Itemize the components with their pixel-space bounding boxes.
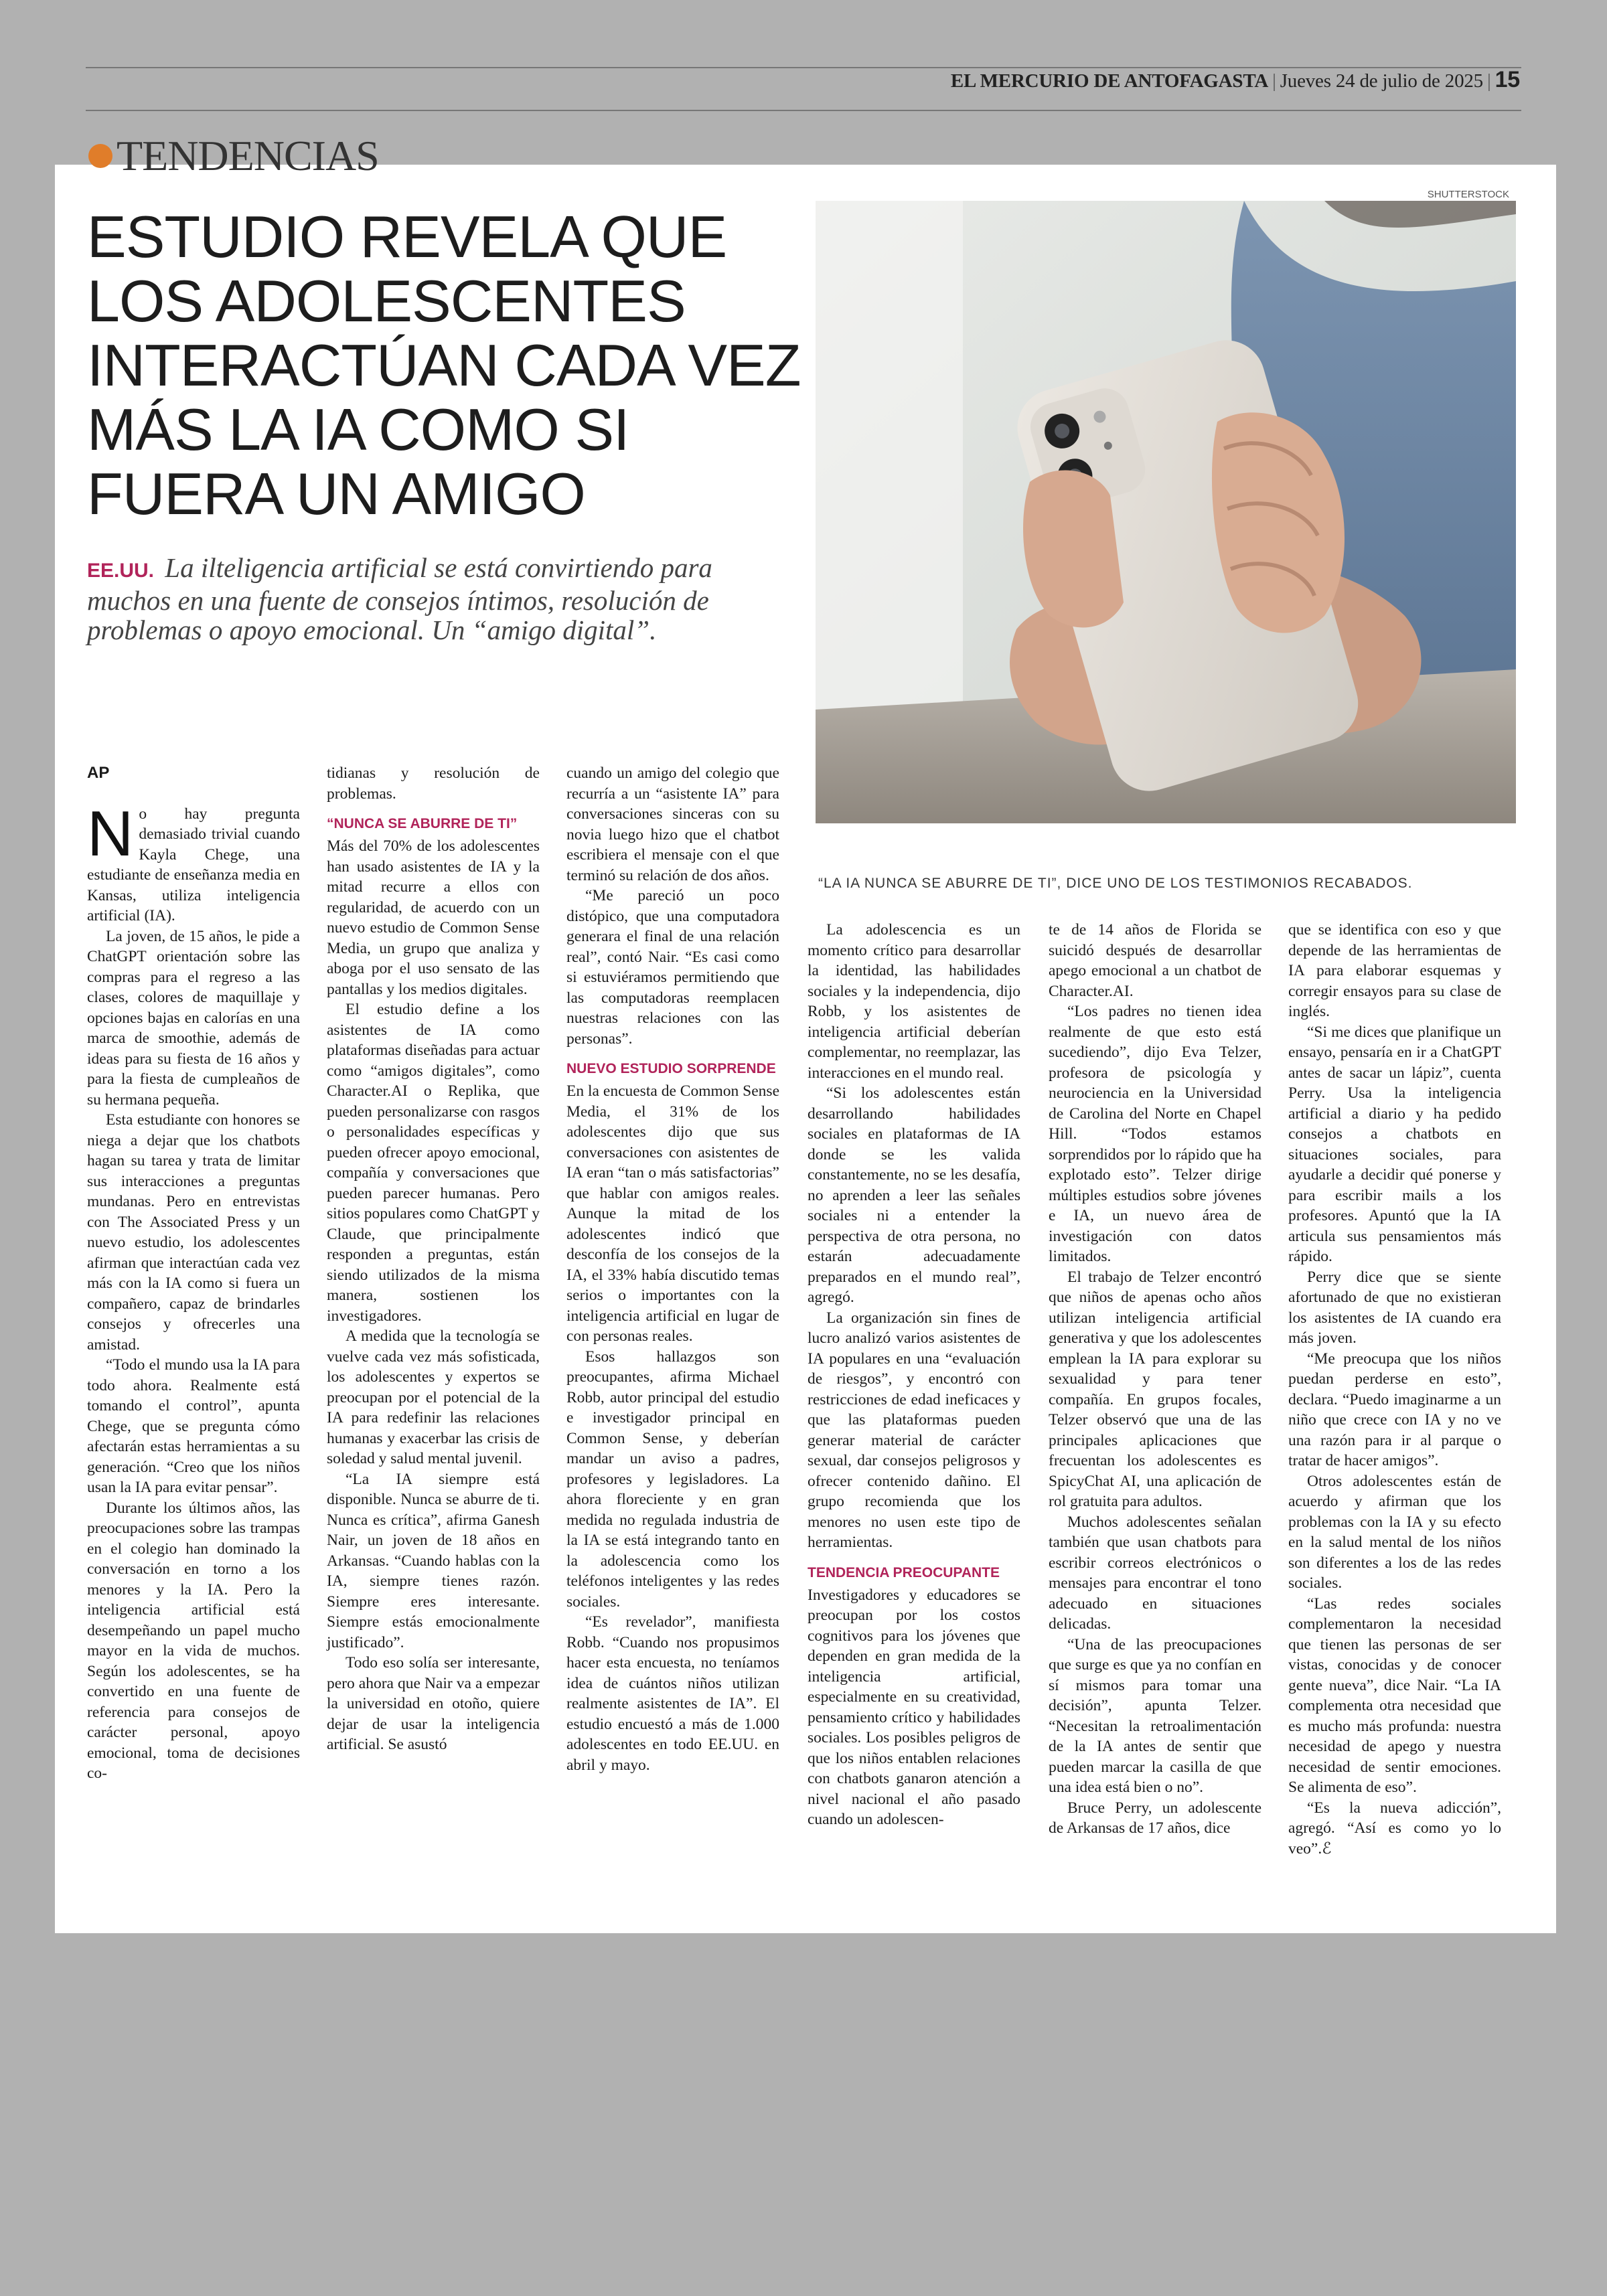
text-column-6 — [1288, 920, 1501, 1859]
byline: AP — [87, 764, 110, 782]
paragraph: Muchos adolescentes señalan también que usan chatbots para escribir correos electrónicos o mensajes para encontrar el tono adecuado en situaciones delicadas. — [1049, 1513, 1261, 1633]
subheading: TENDENCIA PREOCUPANTE — [808, 1564, 1000, 1580]
subheading: NUEVO ESTUDIO SORPRENDE — [566, 1061, 776, 1076]
paragraph: “Me pareció un poco distópico, que una computadora generara el final de una relación real”, contó Nair. “Es casi como si estuviéramos permitiendo que las computadoras reemplacen nuestras relaciones con las personas”. — [566, 887, 779, 1048]
paragraph: “Si me dices que planifique un ensayo, pensaría en ir a ChatGPT antes de sacar un lápiz”, cuenta Perry. Usa la inteligencia artificial a diario y ha pedido consejos a chatbots en situaciones sociales, para ayudarle a decidir qué ponerse y para escribir mails a los profesores. Apuntó que la IA articula sus pensamientos más rápido. — [1288, 1023, 1501, 1265]
text-column-1 — [87, 763, 300, 1784]
headline: ESTUDIO REVELA QUE LOS ADOLESCENTES INTERACTÚAN CADA VEZ MÁS LA IA COMO SI FUERA UN AMIGO — [87, 203, 801, 527]
paragraph: La adolescencia es un momento crítico para desarrollar la identidad, las habilidades sociales y la independencia, dijo Robb, y los asistentes de inteligencia artificial deberían complementar, no reemplazar, las interacciones en el mundo real. — [808, 921, 1020, 1082]
paragraph: te de 14 años de Florida se suicidó después de desarrollar apego emocional a un chatbot de Character.AI. — [1049, 921, 1261, 1000]
paragraph: Todo eso solía ser interesante, pero ahora que Nair va a empezar la universidad en otoño, quiere dejar de usar la inteligencia artificial. Se asustó — [327, 1654, 540, 1753]
text-column-5 — [1049, 920, 1261, 1839]
paragraph: Esta estudiante con honores se niega a dejar que los chatbots hagan su tarea y trata de limitar sus interacciones a preguntas mundanas. Pero en entrevistas con The Associated Press y un nuevo estudio, los adolescentes afirman que interactúan cada vez más con la IA como si fuera un compañero, capaz de brindarles consejos y ofrecerles una amistad. — [87, 1111, 300, 1354]
section-name: TENDENCIAS — [117, 132, 379, 179]
text-column-3 — [566, 763, 779, 1775]
section-label — [88, 133, 379, 179]
paragraph — [1288, 1798, 1501, 1860]
paragraph: En la encuesta de Common Sense Media, el 31% de los adolescentes dijo que sus conversaciones con asistentes de IA eran “tan o más satisfactorias” que hablar con amigos reales. Aunque la mitad de los adolescentes indicó que desconfía de los consejos de la IA, el 33% había discutido temas serios o importantes con la inteligencia artificial en lugar de con personas reales. — [566, 1082, 779, 1345]
paragraph: Otros adolescentes están de acuerdo y afirman que los problemas con la IA y su efecto en la salud mental de los niños son diferentes a los de las redes sociales. — [1288, 1472, 1501, 1592]
paragraph: A medida que la tecnología se vuelve cada vez más sofisticada, los adolescentes y expertos se preocupan por el potencial de la IA para redefinir las relaciones humanas y exacerbar las crisis de soledad y salud mental juvenil. — [327, 1327, 540, 1467]
paragraph-text: o hay pregunta demasiado trivial cuando Kayla Chege, una estudiante de enseñanza media en Kansas, utiliza inteligencia artificial (IA). — [87, 805, 300, 924]
paragraph: cuando un amigo del colegio que recurría a un “asistente IA” para conversaciones sinceras con su novia luego hizo que el chatbot escribiera el mensaje con el que terminó su relación de dos años. — [566, 764, 779, 884]
paragraph: tidianas y resolución de problemas. — [327, 764, 540, 803]
newspaper-name: EL MERCURIO DE ANTOFAGASTA — [950, 70, 1269, 92]
masthead: EL MERCURIO DE ANTOFAGASTA | Jueves 24 de julio de 2025 | 15 — [950, 67, 1520, 92]
paragraph: Bruce Perry, un adolescente de Arkansas de 17 años, dice — [1049, 1799, 1261, 1837]
paragraph: “Una de las preocupaciones que surge es que ya no confían en sí mismos para tomar una decisión”, apunta Telzer. “Necesitan la retroalimentación de la IA antes de sentir que pueden marcar la casilla de que una idea está bien o no”. — [1049, 1635, 1261, 1796]
paragraph: Investigadores y educadores se preocupan por los costos cognitivos para los jóvenes que dependen en gran medida de la inteligencia artificial, especialmente en su creatividad, pensamiento crítico y habilidades sociales. Los posibles peligros de que los niños entablen relaciones con chatbots ganaron atención a nivel nacional el año pasado cuando un adolescen- — [808, 1586, 1020, 1828]
paragraph: El trabajo de Telzer encontró que niños de apenas ocho años utilizan inteligencia artificial generativa y que los adolescentes emplean la IA para explorar su sexualidad y para tener compañía. En grupos focales, Telzer observó que una de las principales aplicaciones que frecuentan los adolescentes es SpicyChat AI, una aplicación de rol gratuita para adultos. — [1049, 1268, 1261, 1510]
section-bullet-icon — [88, 144, 112, 168]
paragraph: “Si los adolescentes están desarrollando habilidades sociales en plataformas de IA donde se les valida constantemente, no se les desafía, no aprenden a leer las señales sociales ni a entender la perspectiva de otra persona, no estarán adecuadamente preparados en el mundo real”, agregó. — [808, 1084, 1020, 1306]
end-mark: ℰ — [1322, 1839, 1332, 1858]
paragraph: Esos hallazgos son preocupantes, afirma Michael Robb, autor principal del estudio e investigador principal en Common Sense, y deberían mandar un aviso a padres, profesores y legisladores. La ahora floreciente y en gran medida no regulada industria de la IA se está integrando tanto en la adolescencia como los teléfonos inteligentes y las redes sociales. — [566, 1347, 779, 1611]
paragraph: “Me preocupa que los niños puedan perderse en esto”, declara. “Puedo imaginarme a un niño que crece con IA y no ve una razón para ir al parque o tratar de hacer amigos”. — [1288, 1349, 1501, 1469]
article — [55, 165, 1556, 1933]
lead-kicker: EE.UU. — [87, 560, 155, 582]
paragraph: Perry dice que se siente afortunado de que no existieran los asistentes de IA cuando era más joven. — [1288, 1268, 1501, 1347]
lead-paragraph — [87, 553, 790, 645]
paragraph: La joven, de 15 años, le pide a ChatGPT orientación sobre las compras para el regreso a las clases, colores de maquillaje y opciones bajas en calorías en una marca de smoothie, además de ideas para su fiesta de 16 años y para la fiesta de cumpleaños de su hermana pequeña. — [87, 927, 300, 1109]
paragraph-text: “Es la nueva adicción”, agregó. “Así es como yo lo veo”. — [1288, 1799, 1501, 1858]
paragraph: que se identifica con eso y que depende de las herramientas de IA para elaborar esquemas y corregir ensayos para su clase de inglés. — [1288, 921, 1501, 1020]
paragraph: Durante los últimos años, las preocupaciones sobre las trampas en el colegio han dominado la conversación en torno a los menores y la IA. Pero la inteligencia artificial está desempeñando un papel mucho mayor en la vida de muchos. Según los adolescentes, se ha convertido en una fuente de referencia para consejos de carácter personal, apoyo emocional, toma de decisiones co- — [87, 1499, 300, 1782]
paragraph: “Los padres no tienen idea realmente de que esto está sucediendo”, dijo Eva Telzer, profesora de psicología y neurociencia en la Universidad de Carolina del Norte en Chapel Hill. “Todos estamos sorprendidos por lo rápido que ha explotado esto”. Telzer dirige múltiples estudios sobre jóvenes e IA, un nuevo área de investigación con datos limitados. — [1049, 1003, 1261, 1265]
paragraph: “La IA siempre está disponible. Nunca se aburre de ti. Nunca es crítica”, afirma Ganesh Nair, un joven de 18 años en Arkansas. “Cuando hablas con la IA, siempre tienes razón. Siempre eres interesante. Siempre estás emocionalmente justificado”. — [327, 1470, 540, 1651]
photo-caption: “LA IA NUNCA SE ABURRE DE TI”, DICE UNO DE LOS TESTIMONIOS RECABADOS. — [818, 876, 1413, 891]
issue-date: Jueves 24 de julio de 2025 — [1280, 70, 1483, 92]
text-column-4 — [808, 920, 1020, 1830]
paragraph: La organización sin fines de lucro analizó varios asistentes de IA populares en una “evaluación de riesgos”, y encontró con restricciones de edad ineficaces y que las plataformas pueden generar material de carácter sexual, dar consejos peligrosos y ofrecer contenido dañino. El grupo recomienda que los menores no usen este tipo de herramientas. — [808, 1309, 1020, 1551]
article-photo — [816, 201, 1516, 823]
page-number: 15 — [1495, 67, 1520, 92]
photo-credit: SHUTTERSTOCK — [1427, 189, 1509, 200]
opening-paragraph — [87, 797, 300, 926]
paragraph: “Todo el mundo usa la IA para todo ahora. Realmente está tomando el control”, apunta Chege, que se pregunta cómo afectarán estas herramientas a su generación. “Creo que los niños usan la IA para evitar pensar”. — [87, 1356, 300, 1496]
hands-holding-smartphone-illustration — [816, 201, 1516, 823]
masthead-rule — [86, 110, 1521, 111]
paragraph: “Las redes sociales complementaron la necesidad que tienen las personas de ser vistas, conocidas y de conocer gente nueva”, dice Nair. “La IA complementa otra necesidad que es mucho más profunda: nuestra necesidad de apego y nuestra necesidad de sentir emociones. Se alimenta de eso”. — [1288, 1594, 1501, 1796]
paragraph: “Es revelador”, manifiesta Robb. “Cuando nos propusimos hacer esta encuesta, no teníamos idea de cuántos niños utilizan realmente asistentes de IA”. El estudio encuestó a más de 1.000 adolescentes en todo EE.UU. en abril y mayo. — [566, 1613, 779, 1774]
subheading: “NUNCA SE ABURRE DE TI” — [327, 816, 518, 831]
paragraph: Más del 70% de los adolescentes han usado asistentes de IA y la mitad recurre a ellos con regularidad, de acuerdo con un nuevo estudio de Common Sense Media, un grupo que analiza y aboga por el uso sensato de las pantallas y los medios digitales. — [327, 837, 540, 998]
lead-text: La ilteligencia artificial se está convirtiendo para muchos en una fuente de consejos íntimos, resolución de problemas o apoyo emocional. Un “amigo digital”. — [87, 552, 712, 645]
text-column-2 — [327, 763, 540, 1755]
drop-cap: N — [87, 797, 134, 870]
paragraph: El estudio define a los asistentes de IA como plataformas diseñadas para actuar como “amigos digitales”, como Character.AI o Replika, que pueden personalizarse con rasgos o personalidades específicas y pueden ofrecer apoyo emocional, compañía y conversaciones que pueden parecer humanas. Pero sitios populares como ChatGPT y Claude, que principalmente responden a preguntas, están siendo utilizados de la misma manera, sostienen los investigadores. — [327, 1001, 540, 1325]
